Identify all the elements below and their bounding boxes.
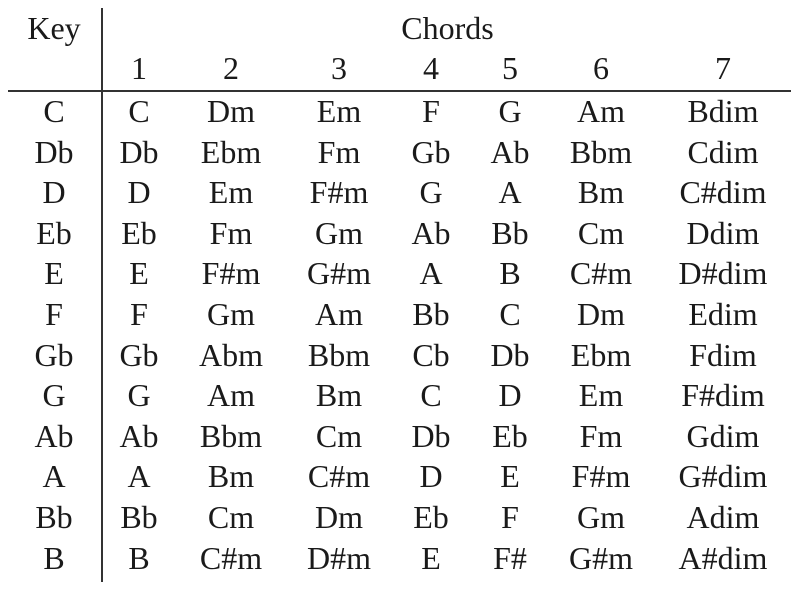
- chord-cell: Gb: [411, 133, 451, 170]
- chord-cell: Db: [119, 133, 159, 170]
- chord-cell: C#m: [199, 539, 263, 576]
- chord-cell: Eb: [413, 499, 449, 535]
- chord-cell: F#: [493, 539, 527, 576]
- chord-cell: Gm: [577, 499, 625, 535]
- chord-cell: F#m: [571, 458, 631, 495]
- chord-cell: Bbm: [199, 417, 263, 454]
- key-cell: D: [42, 174, 66, 211]
- chord-cell: B: [128, 539, 150, 576]
- key-cell: A: [42, 458, 66, 495]
- chord-cell: F: [130, 296, 148, 332]
- key-cell: F: [45, 296, 63, 332]
- key-cell: Eb: [36, 214, 72, 251]
- chord-cell: Adim: [686, 499, 760, 535]
- chord-cell: Abm: [199, 336, 263, 373]
- chord-cell: Ab: [411, 214, 451, 251]
- chord-cell: Bm: [207, 458, 255, 495]
- chord-cell: C: [499, 296, 521, 332]
- chord-cell: D: [419, 458, 443, 495]
- chord-cell: C#dim: [679, 174, 767, 211]
- chord-cell: Am: [207, 377, 255, 414]
- chord-cell: Bm: [315, 377, 363, 414]
- chord-cell: F: [501, 499, 519, 535]
- chord-cell: D#dim: [678, 255, 768, 292]
- chords-header: Chords: [401, 10, 494, 46]
- chord-cell: C#m: [569, 255, 633, 292]
- chord-cell: G#dim: [678, 458, 768, 495]
- chord-cell: G: [498, 93, 522, 129]
- chord-cell: Ebm: [570, 336, 632, 373]
- chord-cell: Gb: [119, 336, 159, 373]
- chord-cell: Eb: [121, 214, 157, 251]
- chord-cell: F#dim: [681, 377, 765, 414]
- chord-cell: Bdim: [687, 93, 759, 129]
- chord-cell: Fm: [209, 214, 253, 251]
- key-cell: G: [42, 377, 66, 414]
- chord-cell: Am: [577, 93, 625, 129]
- degree-header-2: 2: [223, 50, 239, 86]
- degree-header-7: 7: [715, 50, 731, 86]
- chord-cell: Cdim: [687, 133, 759, 170]
- degree-header-3: 3: [331, 50, 347, 86]
- chord-cell: Fm: [579, 417, 623, 454]
- chord-cell: F: [422, 93, 440, 129]
- chord-cell: Ab: [119, 417, 159, 454]
- degree-header-5: 5: [502, 50, 518, 86]
- chord-cell: Gm: [315, 214, 363, 251]
- key-cell: Gb: [34, 336, 74, 373]
- chord-cell: Cm: [207, 499, 255, 535]
- chord-cell: Em: [316, 93, 362, 129]
- chord-cell: G#m: [569, 539, 633, 576]
- chord-cell: C: [420, 377, 442, 414]
- key-cell: Db: [34, 133, 74, 170]
- key-cell: Ab: [34, 417, 74, 454]
- chord-cell: Gdim: [686, 417, 760, 454]
- chord-cell: G: [127, 377, 151, 414]
- chord-cell: E: [129, 255, 149, 292]
- chord-cell: C: [128, 93, 150, 129]
- chord-cell: B: [499, 255, 521, 292]
- chord-cell: Cm: [577, 214, 625, 251]
- chord-cell: C#m: [307, 458, 371, 495]
- chord-cell: Bb: [120, 499, 158, 535]
- chord-cell: Cm: [315, 417, 363, 454]
- chord-cell: D#m: [307, 539, 371, 576]
- degree-header-6: 6: [593, 50, 609, 86]
- chord-cell: A#dim: [678, 539, 768, 576]
- chord-cell: Ebm: [200, 133, 262, 170]
- chord-cell: Db: [490, 336, 530, 373]
- chord-cell: Bm: [577, 174, 625, 211]
- chord-cell: A: [419, 255, 443, 292]
- chord-cell: E: [500, 458, 520, 495]
- chord-cell: Bb: [491, 214, 529, 251]
- chord-cell: E: [421, 539, 441, 576]
- chord-cell: Bbm: [307, 336, 371, 373]
- chord-cell: Em: [578, 377, 624, 414]
- key-header: Key: [27, 10, 81, 46]
- chord-cell: Am: [315, 296, 363, 332]
- chord-cell: G#m: [307, 255, 371, 292]
- chord-cell: D: [498, 377, 522, 414]
- degree-header-4: 4: [423, 50, 439, 86]
- key-cell: B: [43, 539, 65, 576]
- chord-cell: D: [127, 174, 151, 211]
- chord-cell: Bbm: [569, 133, 633, 170]
- chord-cell: F#m: [309, 174, 369, 211]
- chord-cell: Db: [411, 417, 451, 454]
- key-cell: Bb: [35, 499, 73, 535]
- chord-cell: Dm: [577, 296, 625, 332]
- chord-cell: F#m: [201, 255, 261, 292]
- key-cell: E: [44, 255, 64, 292]
- chord-cell: Dm: [315, 499, 363, 535]
- chord-cell: Bb: [412, 296, 450, 332]
- degree-header-1: 1: [131, 50, 147, 86]
- chord-table: [8, 4, 793, 590]
- chord-cell: A: [498, 174, 522, 211]
- chord-cell: G: [419, 174, 443, 211]
- chord-cell: Eb: [492, 417, 528, 454]
- chord-cell: Edim: [688, 296, 758, 332]
- chord-cell: Ab: [490, 133, 530, 170]
- chord-cell: Em: [208, 174, 254, 211]
- chord-cell: Fdim: [689, 336, 757, 373]
- key-cell: C: [43, 93, 65, 129]
- chord-cell: Dm: [207, 93, 255, 129]
- chord-cell: A: [127, 458, 151, 495]
- chord-cell: Fm: [317, 133, 361, 170]
- chord-cell: Gm: [207, 296, 255, 332]
- chord-cell: Ddim: [686, 214, 760, 251]
- chord-cell: Cb: [412, 336, 450, 373]
